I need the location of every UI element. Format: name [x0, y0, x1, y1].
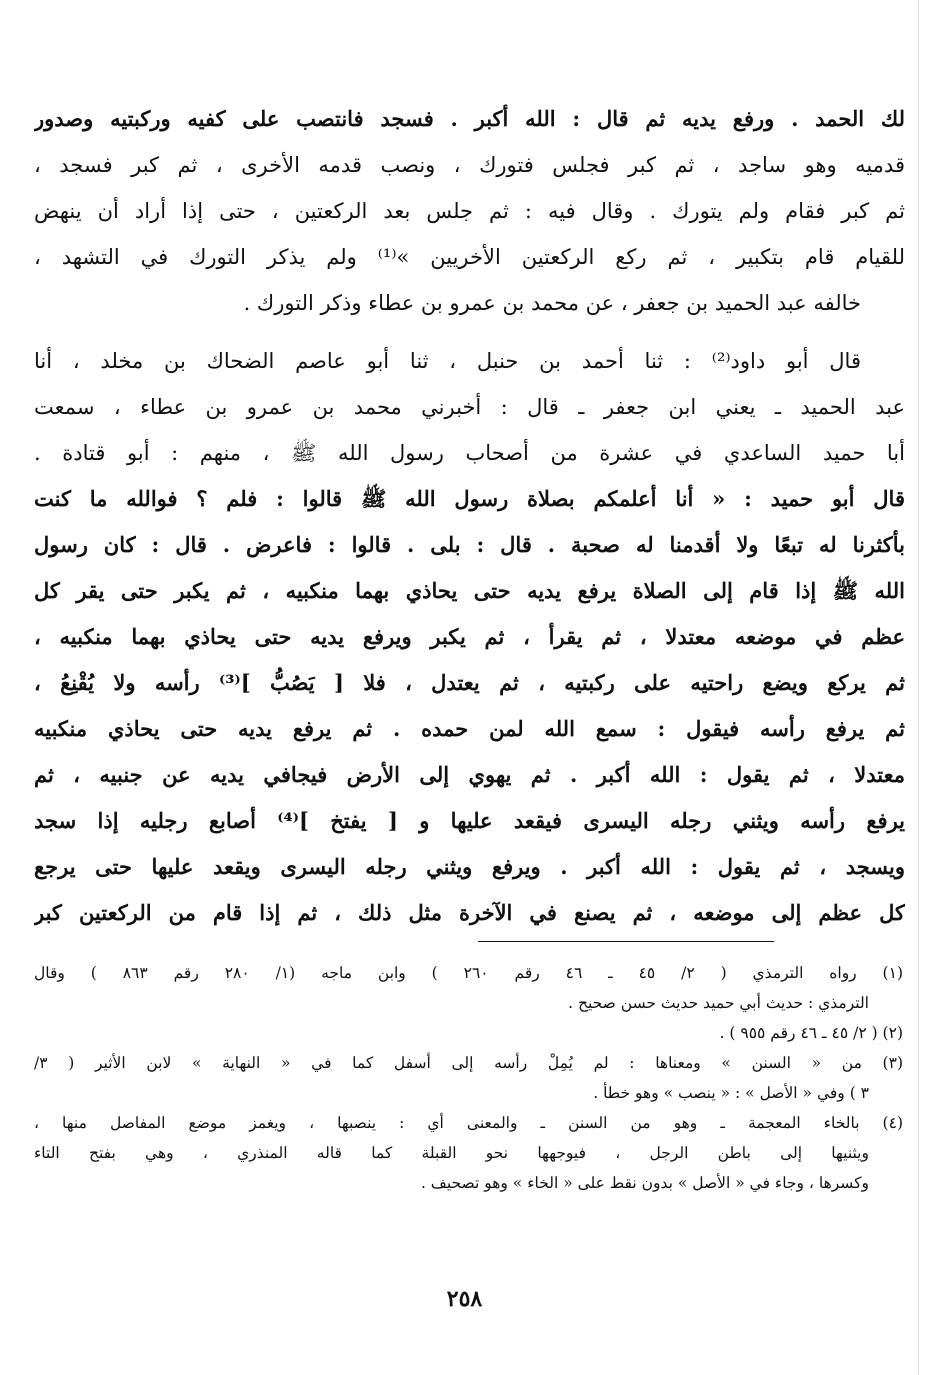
- footnote-line: الترمذي : حديث أبي حميد حديث حسن صحيح .: [568, 994, 869, 1012]
- footnote-line: (٤) بالخاء المعجمة ـ وهو من السنن ـ والمعنى أي : ينصبها ، ويغمز موضع المفاصل منها ،: [34, 1114, 903, 1132]
- text-line: ثم يركع ويضع راحتيه على ركبتيه ، ثم يعتدل ، فلا [ يَصُبُّ ]⁽³⁾ رأسه ولا يُقْنِعُ ،: [34, 670, 905, 695]
- footnote-line: (٣) من « السنن » ومعناها : لم يُمِلْ رأسه إلى أسفل كما في « النهاية » لابن الأثير ( ٣/: [34, 1054, 903, 1072]
- paragraph-gap: [34, 326, 905, 338]
- text-line: بأكثرنا له تبعًا ولا أقدمنا له صحبة . قال : بلى . قالوا : فاعرض . قال : كان رسول: [34, 532, 905, 557]
- text-line: كل عظم إلى موضعه ، ثم يصنع في الآخرة مثل ذلك ، ثم إذا قام من الركعتين كبر: [34, 900, 905, 925]
- text-line: ويسجد ، ثم يقول : الله أكبر . ويرفع ويثني رجله اليسرى ويقعد عليها حتى يرجع: [34, 854, 905, 879]
- text-line: ثم كبر فقام ولم يتورك . وقال فيه : ثم جلس بعد الركعتين ، حتى إذا أراد أن ينهض: [34, 199, 905, 223]
- text-line: قال أبو حميد : « أنا أعلمكم بصلاة رسول الله ﷺ قالوا : فلم ؟ فوالله ما كنت: [34, 486, 905, 511]
- text-line: الله ﷺ إذا قام إلى الصلاة يرفع يديه حتى يحاذي بهما منكبيه ، ثم يكبر حتى يقر كل: [34, 578, 905, 603]
- footnote-line: وكسرها ، وجاء في « الأصل » بدون نقط على « الخاء » وهو تصحيف .: [420, 1174, 869, 1192]
- text-line: لك الحمد . ورفع يديه ثم قال : الله أكبر . فسجد فانتصب على كفيه وركبتيه وصدور: [34, 106, 905, 131]
- page-edge-line: [918, 0, 919, 1375]
- main-text: [34, 96, 905, 936]
- footnote-separator: [478, 941, 774, 942]
- text-line: ثم يرفع رأسه فيقول : سمع الله لمن حمده . ثم يرفع يديه حتى يحاذي منكبيه: [34, 716, 905, 741]
- text-line: للقيام قام بتكبير ، ثم ركع الركعتين الأخريين »⁽¹⁾ ولم يذكر التورك في التشهد ،: [34, 245, 905, 269]
- text-line: خالفه عبد الحميد بن جعفر ، عن محمد بن عمرو بن عطاء وذكر التورك .: [243, 291, 861, 315]
- footnotes: [34, 958, 903, 1198]
- text-line: يرفع رأسه ويثني رجله اليسرى فيقعد عليها و [ يفتخ ]⁽⁴⁾ أصابع رجليه إذا سجد: [34, 808, 905, 833]
- text-line: عبد الحميد ـ يعني ابن جعفر ـ قال : أخبرني محمد بن عمرو بن عطاء ، سمعت: [34, 395, 905, 419]
- footnote-line: (٢) ( ٢/ ٤٥ ـ ٤٦ رقم ٩٥٥ ) .: [719, 1024, 903, 1042]
- text-line: أبا حميد الساعدي في عشرة من أصحاب رسول الله ﷺ ، منهم : أبو قتادة .: [34, 441, 905, 465]
- page-number: ٢٥٨: [446, 1286, 483, 1312]
- text-line: عظم في موضعه معتدلا ، ثم يقرأ ، ثم يكبر ويرفع يديه حتى يحاذي بهما منكبيه ،: [34, 624, 905, 649]
- footnote-line: ٣ ) وفي « الأصل » : « ينصب » وهو خطأ .: [593, 1084, 869, 1102]
- text-line: معتدلا ، ثم يقول : الله أكبر . ثم يهوي إلى الأرض فيجافي يديه عن جنبيه ، ثم: [34, 762, 905, 787]
- text-line: قدميه وهو ساجد ، ثم كبر فجلس فتورك ، ونصب قدمه الأخرى ، ثم كبر فسجد ،: [34, 153, 905, 177]
- footnote-line: (١) رواه الترمذي ( ٢/ ٤٥ ـ ٤٦ رقم ٢٦٠ ) وابن ماجه (١/ ٢٨٠ رقم ٨٦٣ ) وقال: [34, 964, 903, 982]
- text-line: قال أبو داود⁽²⁾ : ثنا أحمد بن حنبل ، ثنا أبو عاصم الضحاك بن مخلد ، أنا: [34, 349, 861, 373]
- footnote-line: ويثنيها إلى باطن الرجل ، فيوجهها نحو القبلة كما قاله المنذري ، وهي بفتح التاء: [34, 1144, 869, 1162]
